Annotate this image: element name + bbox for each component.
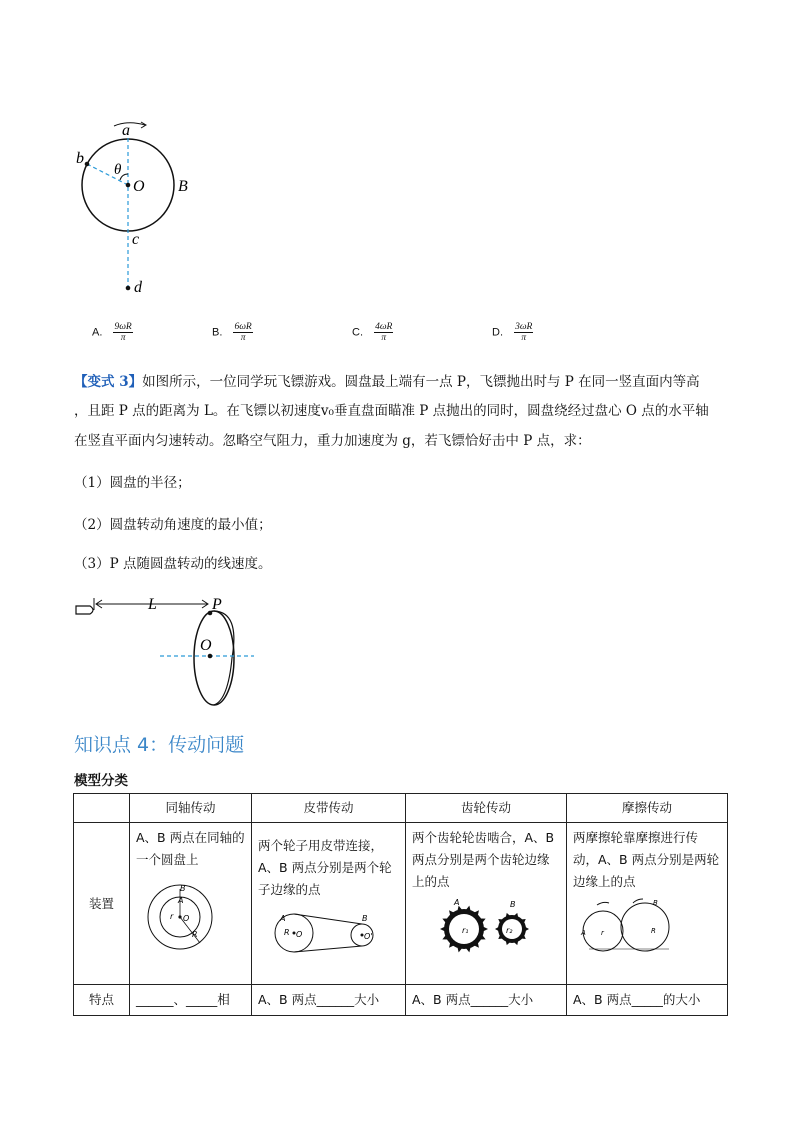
transmission-table bbox=[73, 793, 728, 1016]
svg-text:r₂: r₂ bbox=[506, 926, 513, 935]
table-cell: A、B 两点______大小 bbox=[406, 985, 567, 1016]
label-big-b: B bbox=[178, 178, 188, 195]
row-label-feature: 特点 bbox=[74, 985, 130, 1016]
table-header: 摩擦传动 bbox=[567, 794, 728, 823]
svg-text:r: r bbox=[170, 912, 174, 921]
table-header: 皮带传动 bbox=[252, 794, 406, 823]
problem-line-1: 【变式 3】如图所示，一位同学玩飞镖游戏。圆盘最上端有一点 P，飞镖抛出时与 P 在同一竖直面内等高 bbox=[74, 374, 700, 390]
svg-text:R: R bbox=[651, 927, 656, 935]
label-l: L bbox=[148, 596, 157, 613]
table-header: 同轴传动 bbox=[130, 794, 252, 823]
table-header: 齿轮传动 bbox=[406, 794, 567, 823]
table-cell: 两个齿轮轮齿啮合，A、B 两点分别是两个齿轮边缘上的点 A r₁ B r₂ bbox=[406, 823, 567, 985]
label-o2: O bbox=[200, 637, 212, 654]
question-3: （3）P 点随圆盘转动的线速度。 bbox=[74, 556, 272, 572]
option-a: A. $\frac{9\omega R}{\pi}$ bbox=[92, 322, 132, 343]
svg-text:A: A bbox=[454, 898, 460, 907]
svg-text:R: R bbox=[284, 928, 290, 937]
radius-to-b bbox=[87, 164, 128, 185]
label-theta: θ bbox=[114, 162, 122, 178]
label-d: d bbox=[134, 279, 142, 296]
option-d: D. $\frac{3\omega R}{\pi}$ bbox=[492, 322, 533, 343]
disc-side-view bbox=[194, 611, 234, 705]
svg-text:B: B bbox=[653, 899, 658, 907]
table-header bbox=[74, 794, 130, 823]
table-row bbox=[74, 985, 728, 1016]
label-c: c bbox=[132, 231, 140, 248]
coaxial-diagram bbox=[142, 881, 222, 951]
svg-text:O': O' bbox=[364, 932, 373, 941]
svg-text:A: A bbox=[280, 914, 286, 923]
row-label-device: 装置 bbox=[74, 823, 130, 985]
problem-line-3: 在竖直平面内匀速转动。忽略空气阻力，重力加速度为 g，若飞镖恰好击中 P 点，求： bbox=[74, 433, 591, 449]
question-2: （2）圆盘转动角速度的最小值； bbox=[74, 517, 272, 533]
table-cell: 两摩擦轮靠摩擦进行传动，A、B 两点分别是两轮边缘上的点 A r B R bbox=[567, 823, 728, 985]
svg-text:B: B bbox=[510, 900, 516, 909]
label-a: a bbox=[122, 122, 130, 139]
section-title: 知识点 4：传动问题 bbox=[74, 734, 245, 756]
svg-text:B: B bbox=[362, 914, 368, 923]
label-b: b bbox=[76, 150, 84, 167]
table-cell: ______、_____相 bbox=[130, 985, 252, 1016]
label-o: O bbox=[133, 178, 145, 195]
option-b: B. $\frac{6\omega R}{\pi}$ bbox=[212, 322, 252, 343]
belt-diagram bbox=[268, 909, 388, 955]
svg-text:O: O bbox=[183, 914, 190, 923]
option-c: C. $\frac{4\omega R}{\pi}$ bbox=[352, 322, 393, 343]
subsection-title: 模型分类 bbox=[74, 773, 128, 789]
disc-figure bbox=[70, 108, 230, 308]
table-row bbox=[74, 823, 728, 985]
dart-figure bbox=[72, 592, 272, 712]
table-cell: A、B 两点在同轴的一个圆盘上 B A r O R bbox=[130, 823, 252, 985]
svg-text:A: A bbox=[178, 896, 184, 905]
problem-line-2: ，且距 P 点的距离为 L。在飞镖以初速度v₀垂直盘面瞄准 P 点抛出的同时，圆盘绕经过盘心 O 点的水平轴 bbox=[74, 403, 709, 419]
svg-text:R: R bbox=[192, 930, 198, 939]
friction-diagram bbox=[579, 897, 699, 957]
svg-text:B: B bbox=[180, 884, 186, 893]
variant-tag: 【变式 3】 bbox=[74, 374, 143, 390]
table-header-row bbox=[74, 794, 728, 823]
table-cell: A、B 两点______大小 bbox=[252, 985, 406, 1016]
svg-text:r: r bbox=[601, 929, 604, 937]
svg-text:A: A bbox=[581, 929, 586, 937]
question-1: （1）圆盘的半径； bbox=[74, 475, 191, 491]
svg-text:r₁: r₁ bbox=[462, 926, 469, 935]
dart-icon bbox=[76, 606, 93, 614]
table-cell: 两个轮子用皮带连接，A、B 两点分别是两个轮子边缘的点 A R O B O' bbox=[252, 823, 406, 985]
svg-text:O: O bbox=[296, 930, 303, 939]
table-cell: A、B 两点_____的大小 bbox=[567, 985, 728, 1016]
gear-diagram bbox=[432, 895, 552, 955]
label-p: P bbox=[212, 596, 222, 613]
